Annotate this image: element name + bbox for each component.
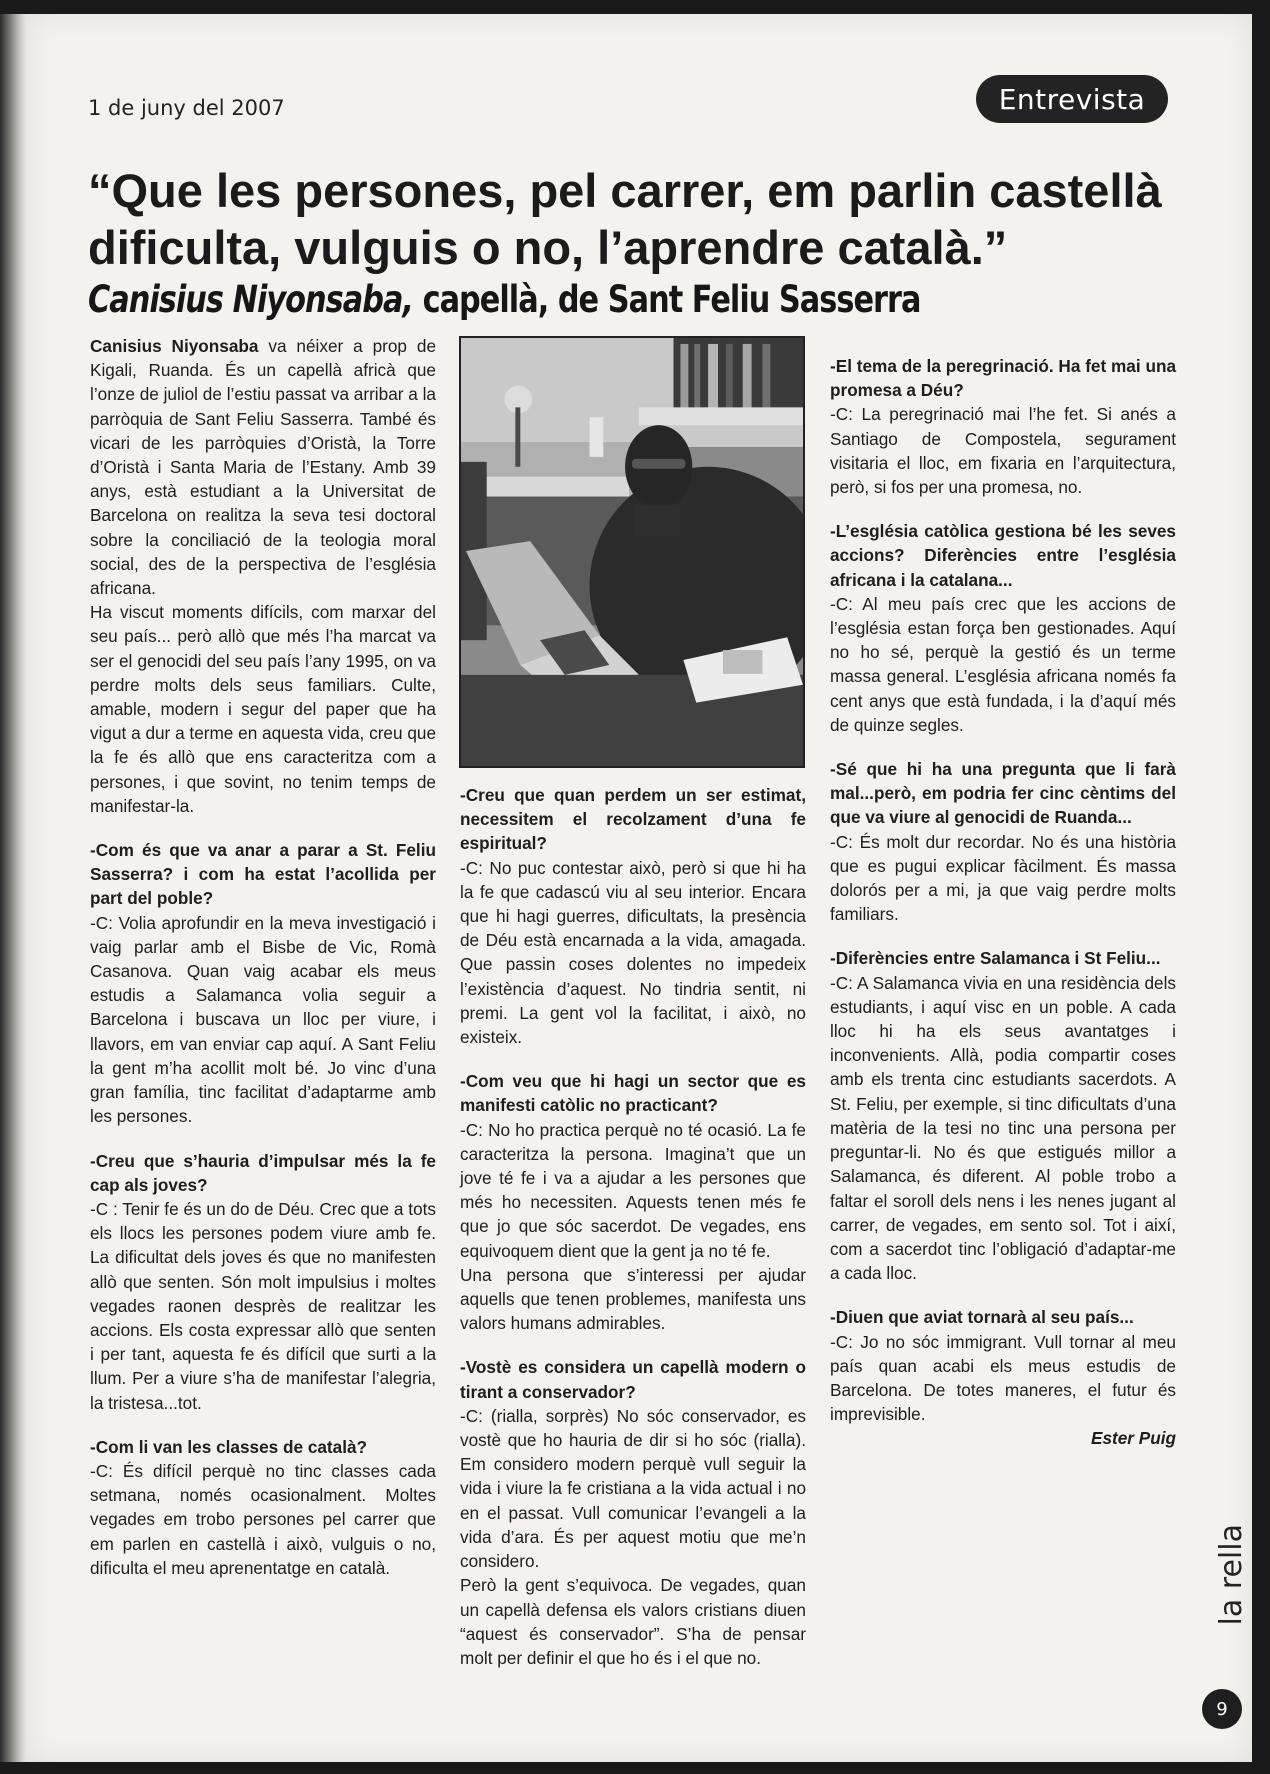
intro-paragraph-2: Ha viscut moments difícils, com marxar del seu país... però allò que més l’ha marcat va ser el genocidi del seu país l’any 1995, on va perdre molts dels seus familiars. Culte, amable, modern i segur del paper que ha vigut a dur a terme en aquesta vida, creu que la fe és allò que ens caracteritza com a persones, i que sovint, no tenim temps de manifestar-la. [90, 602, 436, 816]
intro-name: Canisius Niyonsaba [90, 336, 259, 356]
answer: -C: Al meu país crec que les accions de l’església estan força ben gestionades. Aquí no ho sé, perquè la gestió és un terme massa general. L’església africana només fa cent anys que està fundada, i la d’aquí més de quinze segles. [830, 593, 1176, 735]
answer-continued: Però la gent s’equivoca. De vegades, quan un capellà defensa els valors cristians diuen “aquest és conservador”. S’ha de pensar molt per definir el que ho és i el que no. [460, 1575, 806, 1668]
column-3 [830, 334, 1176, 1451]
magazine-page [26, 14, 1252, 1762]
magazine-brand: la rella [1214, 1524, 1249, 1626]
question: -Sé que hi ha una pregunta que li farà mal...però, em podria fer cinc cèntims del que va viure al genocidi de Ruanda... [830, 759, 1176, 828]
question: -El tema de la peregrinació. Ha fet mai una promesa a Déu? [830, 356, 1176, 401]
answer: -C: A Salamanca vivia en una residència dels estudiants, i aquí visc en un poble. A cada lloc hi ha els seus avantatges i inconvenients. Allà, podia compartir coses amb els trenta cinc estudiants sacerdots. A St. Feliu, per exemple, si tinc dificultats d’una matèria de la tesi no tinc una persona per preguntar-li. No és que estigués millor a Salamanca, és diferent. Al poble trobo a faltar el soroll dels nens i les nenes jugant al carrer, de vegades, em sento sol. Tot i així, com a sacerdot tinc l’obligació d’adaptar-me a cada lloc. [830, 972, 1176, 1284]
question: -Creu que quan perdem un ser estimat, necessitem el recolzament d’una fe espiritual? [460, 785, 806, 854]
answer: Una persona que s’interessi per ajudar aquells que tenen problemes, manifesta uns valors humans admirables. [460, 1264, 806, 1334]
answer: -C: Jo no sóc immigrant. Vull tornar al meu país quan acabi els meus estudis de Barcelona. De totes maneres, el futur és imprevisible. [830, 1331, 1176, 1425]
magazine-spine [0, 14, 26, 1762]
question: -Diferències entre Salamanca i St Feliu... [830, 948, 1161, 969]
byline: Ester Puig [1090, 1428, 1176, 1449]
page-number: 9 [1202, 1689, 1242, 1729]
answer: -C: No puc contestar això, però si que hi ha la fe que cadascú viu al seu interior. Encara que hi hagi guerres, dificultats, la presència de Déu està encarnada a la vida, amagada. Que passin coses dolentes no impedeix l’existència d’aquest. No tindria sentit, ni premi. La gent vol la facilitat, i això, no existeix. [460, 857, 806, 1048]
answer: -C: Volia aprofundir en la meva investigació i vaig parlar amb el Bisbe de Vic, Romà Casanova. Quan vaig acabar els meus estudis a Salamanca volia seguir a Barcelona i buscava un lloc per viure, i llavors, em van enviar cap aquí. A Sant Feliu la gent m’ha acollit molt bé. Jo vinc d’una gran família, tinc facilitat d’adaptarme amb les persones. [90, 912, 436, 1127]
question: -Com és que va anar a parar a St. Feliu Sasserra? i com ha estat l’acollida per part del poble? [90, 840, 436, 909]
answer: -C: La peregrinació mai l’he fet. Si anés a Santiago de Compostela, segurament visitaria el lloc, em fixaria en l’arquitectura, però, si fos per una promesa, no. [830, 404, 1176, 498]
question: -Vostè es considera un capellà modern o tirant a conservador? [460, 1357, 806, 1402]
question: -Com li van les classes de català? [90, 1436, 368, 1457]
photo-illustration [461, 338, 803, 766]
answer: -C : Tenir fe és un do de Déu. Crec que a tots els llocs les persones podem viure amb fe. La dificultat dels joves és que no manifesten allò que senten. Són molt impulsius i moltes vegades raonen desprès de realitzar les accions. Els costa expressar allò que senten i per tant, aquesta fe és difícil que surti a la llum. Per a viure s’ha de manifestar l’alegria, la tristesa...tot. [90, 1198, 436, 1413]
intro-paragraph: Canisius Niyonsaba va néixer a prop de Kigali, Ruanda. És un capellà africà que l’onze de juliol de l’estiu passat va arribar a la parròquia de Sant Feliu Sasserra. També és vicari de les parròquies d’Oristà, la Torre d’Oristà i Santa Maria de l’Estany. Amb 39 anys, està estudiant a la Universitat de Barcelona on realitza la seva tesi doctoral sobre la conciliació de la teologia moral social, des de la perspectiva de l’església africana. [90, 336, 436, 599]
answer: -C: No ho practica perquè no té ocasió. La fe caracteritza la persona. Imagina’t que un jove té fe i va a ajudar a les persones que més ho necessiten. Aquests tenen més fe que jo que sóc sacerdot. De vegades, ens equivoquem dient que la gent ja no té fe. [460, 1119, 806, 1261]
issue-date: 1 de juny del 2007 [88, 96, 285, 120]
question: -Com veu que hi hagi un sector que es manifesti catòlic no practicant? [460, 1071, 806, 1116]
answer: -C: És difícil perquè no tinc classes cada setmana, només ocasionalment. Moltes vegades em trobo persones pel carrer que em parlen en castellà i això, vulguis o no, dificulta el meu aprenentatge en català. [90, 1460, 436, 1578]
question: -L’església catòlica gestiona bé les seves accions? Diferències entre l’església africana i la catalana... [830, 521, 1176, 590]
answer: -C: (rialla, sorprès) No sóc conservador, es vostè que ho hauria de dir si ho sóc (rialla). Em considero modern perquè vull seguir la vida i viure la fe cristiana a la vida actual i no en el passat. Vull comunicar l’evangeli a la vida d’ara. És per aquest motiu que me’n considero. [460, 1405, 806, 1572]
column-1 [90, 334, 436, 1580]
subhead-name: Canisius Niyonsaba, [88, 278, 413, 321]
article-subhead [88, 278, 990, 321]
answer: -C: És molt dur recordar. No és una història que es pugui explicar fàcilment. És massa dolorós per a mi, ja que vaig perdre molts familiars. [830, 831, 1176, 925]
article-headline: “Que les persones, pel carrer, em parlin castellà dificulta, vulguis o no, l’aprendre català.” [88, 164, 1162, 274]
subhead-rest: capellà, de Sant Feliu Sasserra [412, 278, 921, 321]
question: -Diuen que aviat tornarà al seu país... [830, 1307, 1134, 1328]
interviewee-photo [459, 336, 805, 768]
section-tag: Entrevista [976, 75, 1168, 123]
column-2 [460, 783, 806, 1670]
question: -Creu que s’hauria d’impulsar més la fe cap als joves? [90, 1150, 436, 1195]
